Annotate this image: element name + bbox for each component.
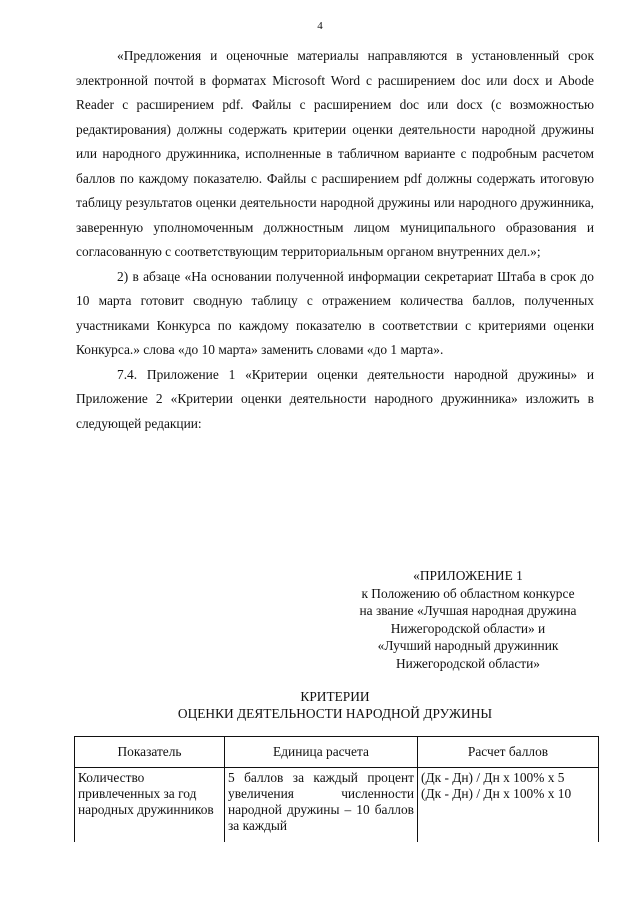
paragraph: 7.4. Приложение 1 «Критерии оценки деятельности народной дружины» и Приложение 2 «Критерии оценки деятельности народного дружинника» изложить в следующей редакции: — [76, 366, 594, 431]
criteria-title-line: КРИТЕРИИ — [300, 689, 370, 704]
calc-formula: (Дк - Дн) / Дн х 100% х 5 — [421, 770, 565, 785]
table-header-row — [75, 737, 599, 768]
column-header-unit: Единица расчета — [225, 737, 418, 768]
appendix-line: к Положению об областном конкурсе — [361, 585, 575, 601]
body-text — [76, 44, 594, 436]
criteria-table — [74, 736, 599, 842]
page-number: 4 — [317, 20, 323, 32]
table-row — [75, 768, 599, 843]
paragraph: «Предложения и оценочные материалы направляются в установленный срок электронной почтой в форматах Microsoft Word с расширением doc или docx и Abode Reader с расширением pdf. Файлы с расширением doc или docx (с возможностью редактирования) должны содержать критерии оценки деятельности народной дружины или народного дружинника, исполненные в табличном варианте с подробным расчетом баллов по каждому показателю. Файлы с расширением pdf должны содержать итоговую таблицу результатов оценки деятельности народной дружины или народного дружинника, заверенную уполномоченным должностным лицом муниципального образования и согласованную с соответствующим территориальным органом внутренних дел.»; — [76, 48, 594, 259]
appendix-line: Нижегородской области» и — [390, 620, 546, 636]
appendix-header — [334, 567, 602, 672]
criteria-title-line: ОЦЕНКИ ДЕЯТЕЛЬНОСТИ НАРОДНОЙ ДРУЖИНЫ — [177, 706, 493, 721]
unit-cell: 5 баллов за каждый процент увеличения численности народной дружины – 10 баллов за каждый — [225, 768, 418, 843]
column-header-calc: Расчет баллов — [418, 737, 599, 768]
appendix-line: «Лучший народный дружинник — [377, 638, 559, 653]
appendix-line: на звание «Лучшая народная дружина — [359, 603, 577, 618]
calc-formula: (Дк - Дн) / Дн х 100% х 10 — [421, 786, 572, 801]
paragraph: 2) в абзаце «На основании полученной информации секретариат Штаба в срок до 10 марта готовит сводную таблицу с отражением количества баллов, полученных участниками Конкурса по каждому показателю в соответствии с критериями оценки Конкурса.» слова «до 10 марта» заменить словами «до 1 марта». — [76, 268, 594, 357]
appendix-line: Нижегородской области» — [396, 655, 540, 671]
appendix-line: «ПРИЛОЖЕНИЕ 1 — [413, 568, 523, 583]
column-header-indicator: Показатель — [75, 737, 225, 768]
criteria-title — [76, 688, 594, 722]
indicator-cell: Количество привлеченных за год народных дружинников — [75, 768, 225, 843]
calc-cell — [418, 768, 599, 843]
